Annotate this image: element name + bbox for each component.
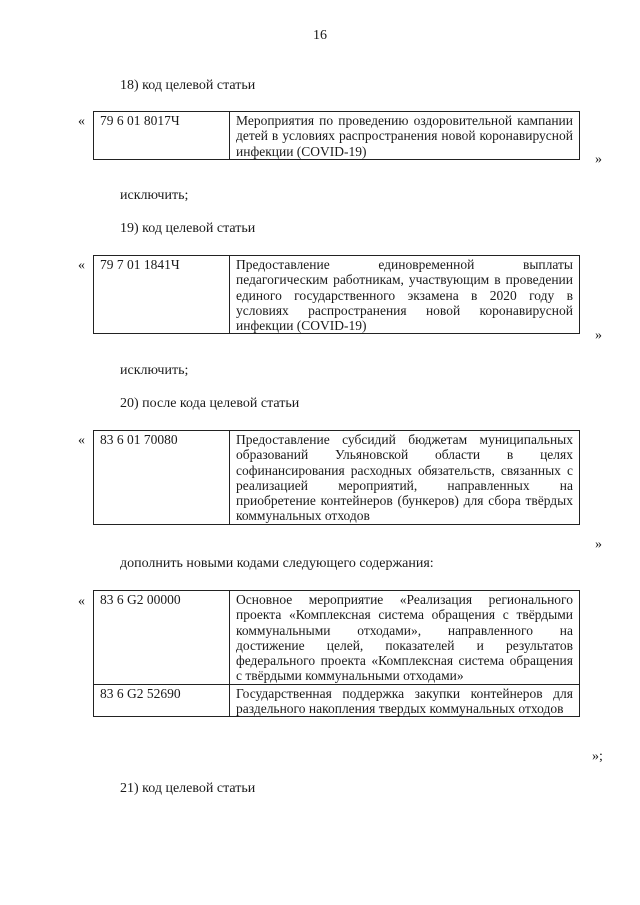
open-quote: «	[78, 433, 85, 448]
description-cell: Основное мероприятие «Реализация регионального проекта «Комплексная система обращения с твёрдыми коммунальными отходами», направленного на достижение целей, показателей и результатов федерального проекта «Комплексная система обращения с твёрдыми коммунальными отходами»	[230, 591, 580, 685]
code-cell: 83 6 G2 52690	[94, 684, 230, 717]
table-row	[94, 591, 580, 685]
section-heading-20: 20) после кода целевой статьи	[120, 396, 300, 411]
code-table-19	[93, 255, 580, 334]
open-quote: «	[78, 258, 85, 273]
code-table-18	[93, 111, 580, 160]
table-row	[94, 431, 580, 525]
code-cell: 83 6 G2 00000	[94, 591, 230, 685]
page-number: 16	[313, 28, 327, 43]
open-quote: «	[78, 594, 85, 609]
code-table-new	[93, 590, 580, 717]
table-row	[94, 684, 580, 717]
description-cell: Предоставление единовременной выплаты педагогическим работникам, участвующим в проведении единого государственного экзамена в 2020 году в условиях распространения новой коронавирусной инфекции (COVID-19)	[230, 256, 580, 334]
description-cell: Государственная поддержка закупки контейнеров для раздельного накопления твердых коммунальных отходов	[230, 684, 580, 717]
description-cell: Предоставление субсидий бюджетам муниципальных образований Ульяновской области в целях софинансирования расходных обязательств, связанных с реализацией мероприятий, направленных на приобретение контейнеров (бункеров) для сбора твёрдых коммунальных отходов	[230, 431, 580, 525]
close-quote: »	[595, 537, 602, 552]
action-text-20: дополнить новыми кодами следующего содержания:	[120, 556, 434, 571]
section-heading-21: 21) код целевой статьи	[120, 781, 256, 796]
section-heading-19: 19) код целевой статьи	[120, 221, 256, 236]
close-quote: »	[595, 152, 602, 167]
code-cell: 79 6 01 8017Ч	[94, 112, 230, 160]
close-quote: »	[595, 328, 602, 343]
code-table-20	[93, 430, 580, 525]
section-heading-18: 18) код целевой статьи	[120, 78, 256, 93]
open-quote: «	[78, 114, 85, 129]
description-cell: Мероприятия по проведению оздоровительной кампании детей в условиях распространения новой коронавирусной инфекции (COVID-19)	[230, 112, 580, 160]
table-row	[94, 112, 580, 160]
action-text-18: исключить;	[120, 188, 189, 203]
close-quote: »;	[592, 749, 603, 764]
code-cell: 79 7 01 1841Ч	[94, 256, 230, 334]
table-row	[94, 256, 580, 334]
action-text-19: исключить;	[120, 363, 189, 378]
code-cell: 83 6 01 70080	[94, 431, 230, 525]
